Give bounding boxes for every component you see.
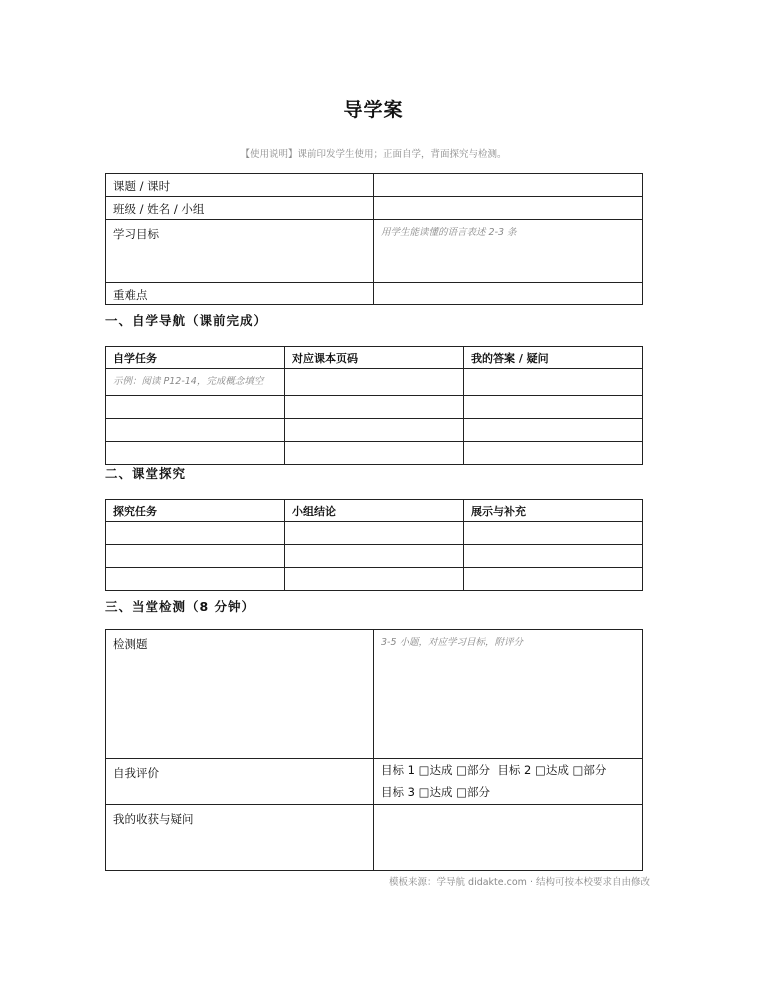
section-heading-inquiry: 二、课堂探究 xyxy=(105,466,187,481)
table-header: 对应课本页码 xyxy=(285,347,464,369)
section-heading-test: 三、当堂检测（8 分钟） xyxy=(105,599,256,614)
self-study-table xyxy=(105,346,643,465)
self-eval-line-1[interactable]: 目标 1 □达成 □部分 目标 2 □达成 □部分 xyxy=(381,763,607,777)
table-cell[interactable] xyxy=(285,396,464,419)
test-label: 检测题 xyxy=(106,630,374,759)
usage-instructions: 【使用说明】课前印发学生使用；正面自学，背面探究与检测。 xyxy=(240,149,507,160)
topic-field[interactable] xyxy=(374,174,643,197)
table-row xyxy=(106,522,643,545)
table-cell[interactable] xyxy=(464,545,643,568)
harvest-label: 我的收获与疑问 xyxy=(106,805,374,871)
table-header: 探究任务 xyxy=(106,500,285,522)
table-cell[interactable] xyxy=(464,369,643,396)
table-cell[interactable] xyxy=(285,369,464,396)
test-table xyxy=(105,629,643,871)
table-row xyxy=(106,442,643,465)
inquiry-table xyxy=(105,499,643,591)
table-cell[interactable] xyxy=(285,419,464,442)
section-heading-self-study: 一、自学导航（课前完成） xyxy=(105,313,268,328)
table-cell[interactable] xyxy=(285,545,464,568)
difficulty-label: 重难点 xyxy=(106,283,374,305)
table-row xyxy=(106,419,643,442)
template-source-footer: 模板来源：学导航 didakte.com · 结构可按本校要求自由修改 xyxy=(389,877,650,888)
table-row xyxy=(106,545,643,568)
table-cell[interactable] xyxy=(285,442,464,465)
self-eval-line-2[interactable]: 目标 3 □达成 □部分 xyxy=(381,785,491,799)
page-title: 导学案 xyxy=(343,99,404,121)
goal-hint[interactable]: 用学生能读懂的语言表述 2-3 条 xyxy=(374,220,643,283)
table-cell[interactable] xyxy=(464,419,643,442)
table-cell[interactable] xyxy=(106,522,285,545)
harvest-field[interactable] xyxy=(374,805,643,871)
table-cell[interactable] xyxy=(464,396,643,419)
table-cell[interactable] xyxy=(106,545,285,568)
table-cell[interactable] xyxy=(106,419,285,442)
table-row xyxy=(106,568,643,591)
goal-label: 学习目标 xyxy=(106,220,374,283)
table-cell[interactable] xyxy=(464,522,643,545)
topic-label: 课题 / 课时 xyxy=(106,174,374,197)
difficulty-field[interactable] xyxy=(374,283,643,305)
table-header: 小组结论 xyxy=(285,500,464,522)
table-cell[interactable] xyxy=(106,568,285,591)
table-header: 展示与补充 xyxy=(464,500,643,522)
table-row xyxy=(106,396,643,419)
table-header: 自学任务 xyxy=(106,347,285,369)
table-cell[interactable] xyxy=(106,442,285,465)
table-cell[interactable] xyxy=(285,568,464,591)
table-cell[interactable] xyxy=(285,522,464,545)
class-label: 班级 / 姓名 / 小组 xyxy=(106,197,374,220)
info-table xyxy=(105,173,643,305)
table-cell[interactable] xyxy=(464,568,643,591)
table-cell[interactable] xyxy=(464,442,643,465)
class-field[interactable] xyxy=(374,197,643,220)
table-cell[interactable] xyxy=(106,396,285,419)
table-header: 我的答案 / 疑问 xyxy=(464,347,643,369)
self-eval-label: 自我评价 xyxy=(106,759,374,805)
self-eval-options[interactable] xyxy=(374,759,643,805)
test-hint[interactable]: 3-5 小题，对应学习目标，附评分 xyxy=(374,630,643,759)
example-cell[interactable]: 示例：阅读 P12-14，完成概念填空 xyxy=(106,369,285,396)
